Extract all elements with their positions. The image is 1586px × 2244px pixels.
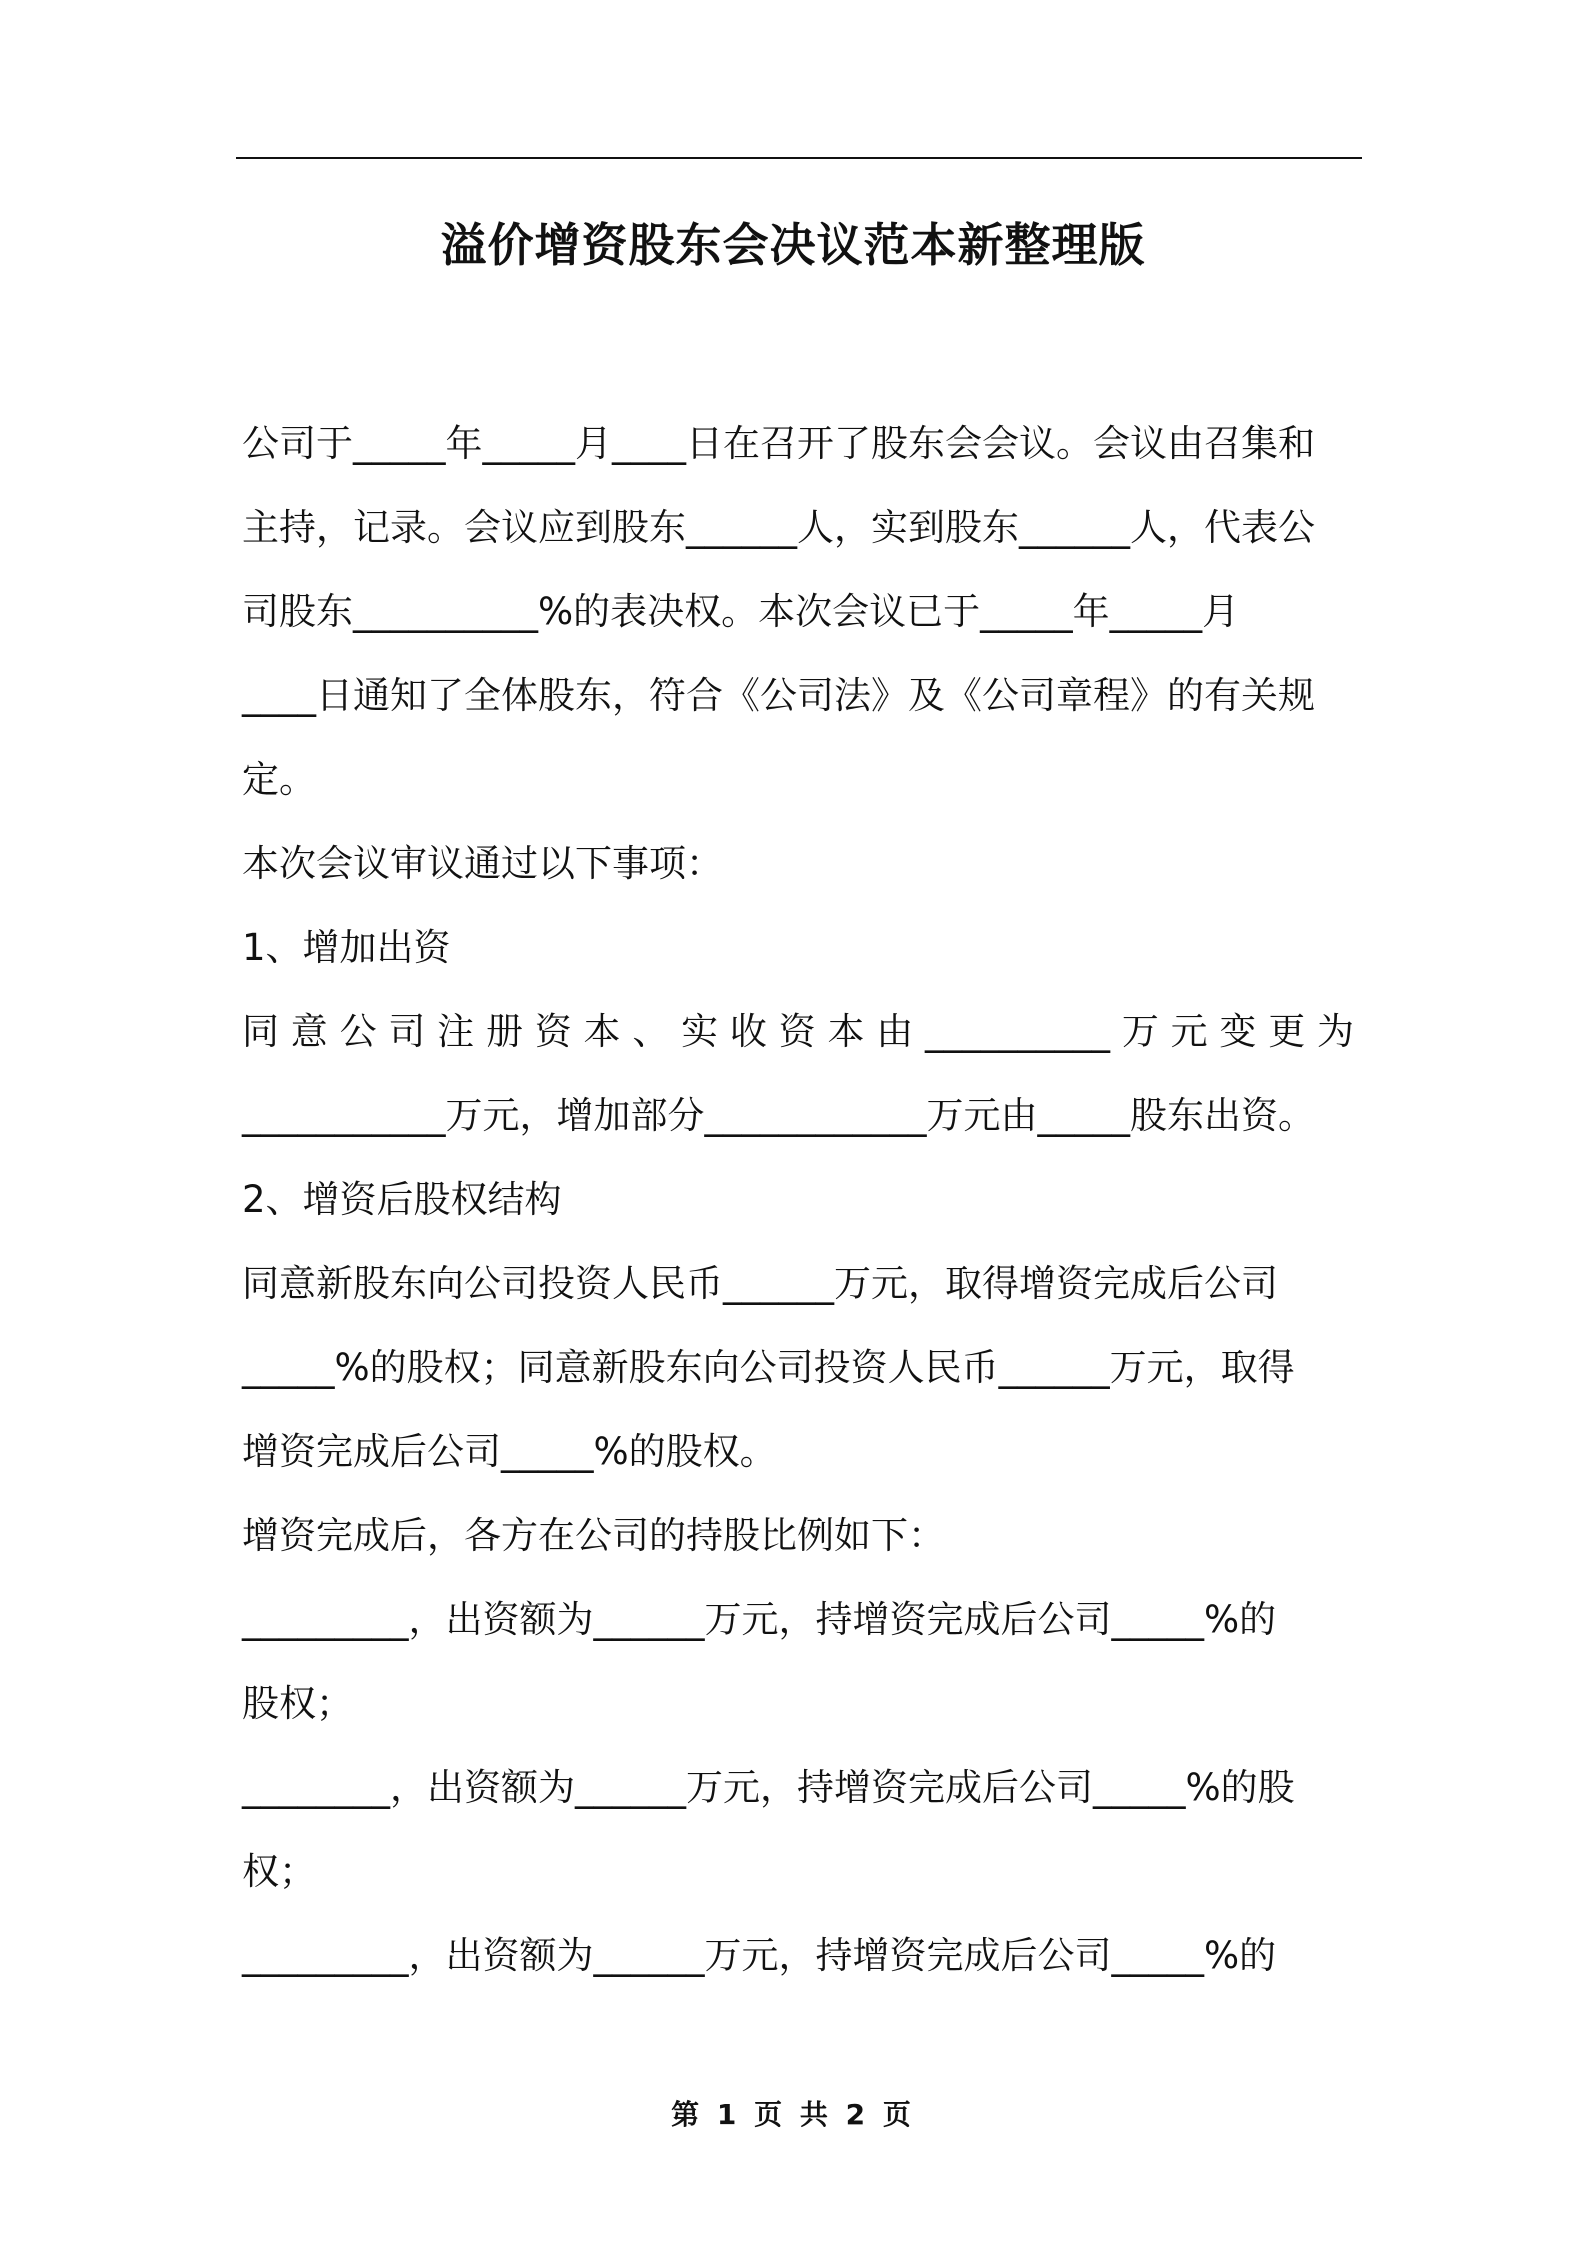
body-line: 司股东__________%的表决权。本次会议已于_____年_____月 — [242, 590, 1240, 633]
body-line: 同意新股东向公司投资人民币______万元，取得增资完成后公司 — [242, 1262, 1278, 1305]
body-line: 公司于_____年_____月____日在召开了股东会会议。会议由召集和 — [242, 422, 1315, 465]
body-line: ___________万元，增加部分____________万元由_____股东出资。 — [242, 1094, 1315, 1137]
body-line: 权； — [242, 1850, 316, 1893]
body-line: 增资完成后公司_____%的股权。 — [242, 1430, 777, 1473]
document-title: 溢价增资股东会决议范本新整理版 — [440, 218, 1146, 272]
body-line: ____日通知了全体股东，符合《公司法》及《公司章程》的有关规 — [242, 674, 1315, 717]
body-line: _____%的股权；同意新股东向公司投资人民币______万元，取得 — [242, 1346, 1295, 1389]
page-number-footer: 第 1 页 共 2 页 — [671, 2098, 915, 2131]
body-line: 主持，记录。会议应到股东______人，实到股东______人，代表公 — [242, 506, 1315, 549]
section-heading: 2、增资后股权结构 — [242, 1178, 562, 1221]
body-line: 增资完成后，各方在公司的持股比例如下： — [242, 1514, 945, 1557]
body-line: 同意公司注册资本、实收资本由__________万元变更为 — [242, 1010, 1354, 1053]
body-line: 本次会议审议通过以下事项： — [242, 842, 723, 885]
body-line: 股权； — [242, 1682, 353, 1725]
header-rule — [236, 157, 1362, 159]
body-line: _________，出资额为______万元，持增资完成后公司_____%的 — [242, 1598, 1277, 1641]
section-heading: 1、增加出资 — [242, 926, 451, 969]
body-line: 定。 — [242, 758, 316, 801]
body-line: ________，出资额为______万元，持增资完成后公司_____%的股 — [242, 1766, 1295, 1809]
document-body — [242, 402, 1354, 1998]
body-line: _________，出资额为______万元，持增资完成后公司_____%的 — [242, 1934, 1277, 1977]
